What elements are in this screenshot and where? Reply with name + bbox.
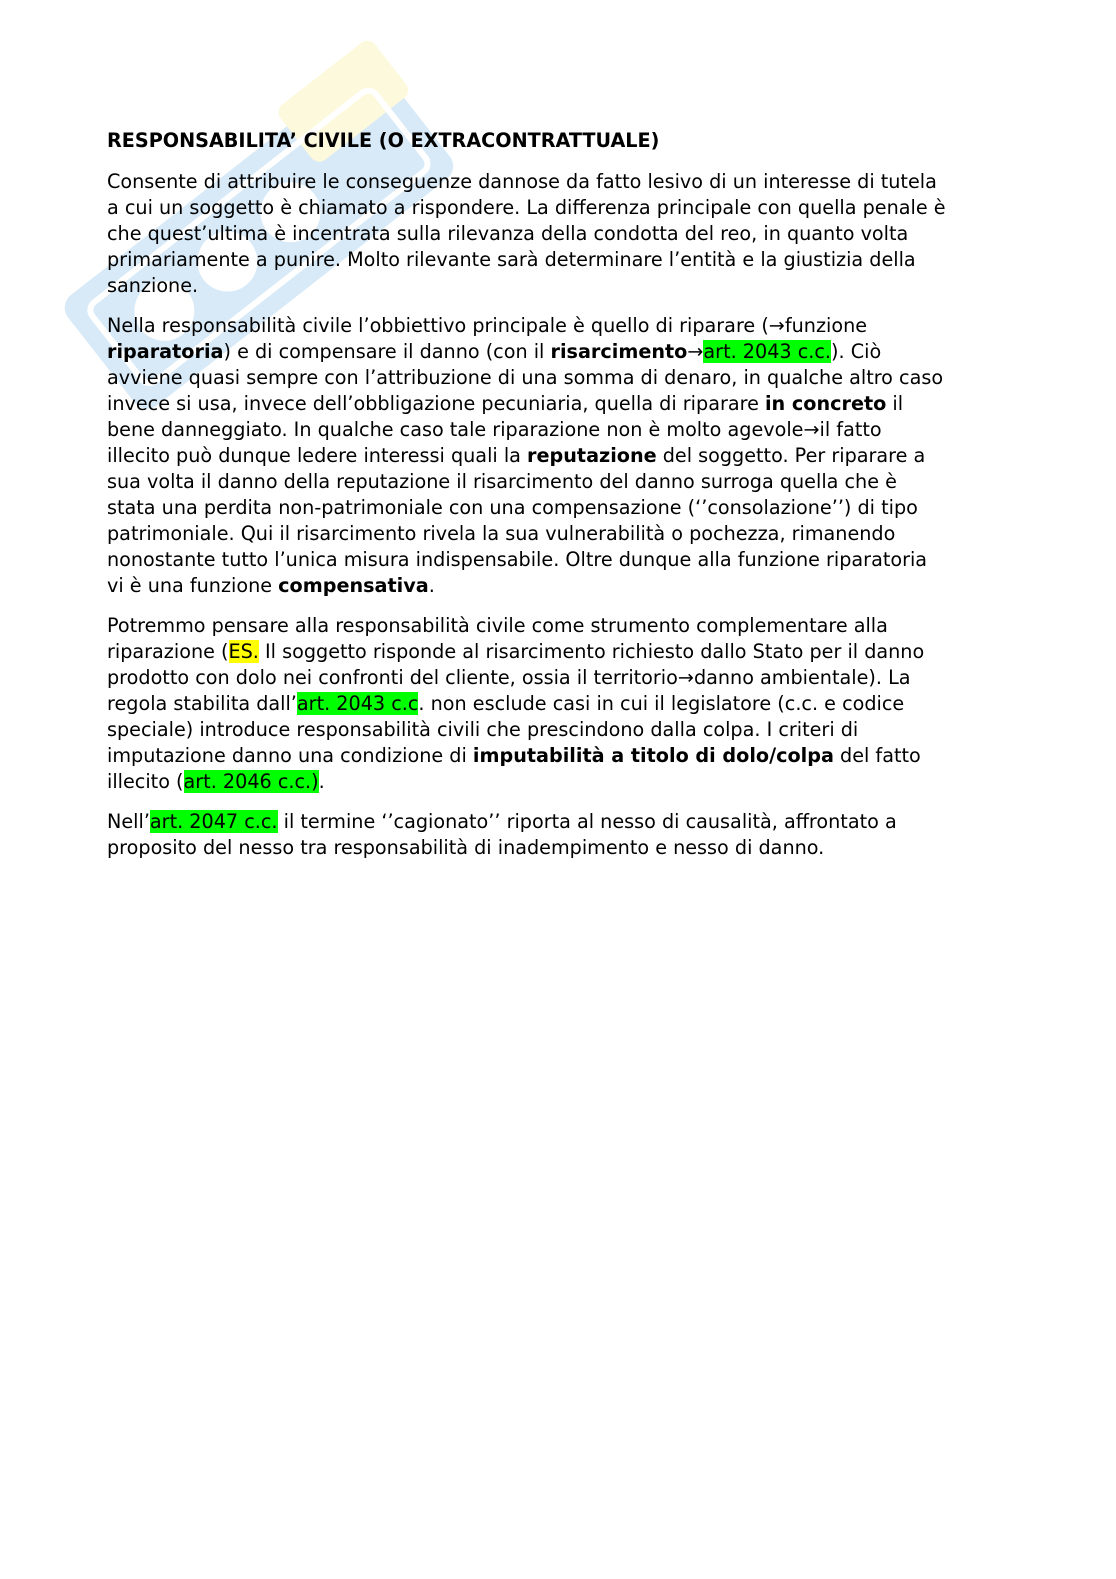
bold-term-imputabilita: imputabilità a titolo di dolo/colpa xyxy=(472,744,834,767)
bold-term-in-concreto: in concreto xyxy=(764,392,887,415)
paragraph-4 xyxy=(107,809,1012,861)
text-run: del soggetto. Per riparare a sua volta il danno della reputazione il risarcimento del danno surroga quella che è stata una perdita non-patrimoniale con una compensazione (‘’consolazione’’) di tipo patrimoniale. Qui il risarcimento rivela la sua vulnerabilità o pochezza, rimanendo nonostante tutto l’unica misura indispensabile. Oltre dunque alla funzione riparatoria vi è una funzione xyxy=(107,444,928,597)
text-run: Potremmo pensare alla responsabilità civile come strumento complementare alla riparazione ( xyxy=(107,614,888,663)
text-run: ) e di compensare il danno (con il xyxy=(223,340,551,363)
bold-term-compensativa: compensativa xyxy=(278,574,429,597)
paragraph-3 xyxy=(107,613,1012,795)
highlight-article-2047: art. 2047 c.c. xyxy=(149,810,278,833)
text-run: . xyxy=(318,770,325,793)
text-run: Consente di attribuire le conseguenze dannose da fatto lesivo di un interesse di tutela a cui un soggetto è chiamato a rispondere. La differenza principale con quella penale è che quest’ultima è incentrata sulla rilevanza della condotta del reo, in quanto volta primariamente a punire. Molto rilevante sarà determinare l’entità e la giustizia della sanzione. xyxy=(107,170,946,297)
highlight-article-2043: art. 2043 c.c. xyxy=(703,340,832,363)
highlight-article-2043: art. 2043 c.c xyxy=(296,692,419,715)
text-run: . non esclude casi in cui il legislatore (c.c. e codice speciale) introduce responsabilità civili che prescindono dalla colpa. I criteri di imputazione danno una condizione di xyxy=(107,692,905,767)
text-run: ). Ciò avviene quasi sempre con l’attribuzione di una somma di denaro, in qualche altro caso invece si usa, invece dell’obbligazione pecuniaria, quella di riparare xyxy=(107,340,944,415)
text-run: del fatto illecito ( xyxy=(107,744,921,793)
document-body xyxy=(107,128,1012,875)
highlight-article-2046: art. 2046 c.c.) xyxy=(183,770,319,793)
bold-term-risarcimento: risarcimento xyxy=(550,340,688,363)
arrow-glyph: → xyxy=(687,340,704,363)
text-run: il bene danneggiato. In qualche caso tale riparazione non è molto agevole→il fatto illecito può dunque ledere interessi quali la xyxy=(107,392,904,467)
text-run: . xyxy=(428,574,435,597)
paragraph-2 xyxy=(107,313,1012,599)
highlight-example: ES. xyxy=(228,640,259,663)
text-run: Nella responsabilità civile l’obbiettivo principale è quello di riparare (→funzione xyxy=(107,314,868,337)
bold-term-reputazione: reputazione xyxy=(527,444,657,467)
document-title: RESPONSABILITA’ CIVILE (O EXTRACONTRATTUALE) xyxy=(107,129,660,152)
text-run: Il soggetto risponde al risarcimento richiesto dallo Stato per il danno prodotto con dolo nei confronti del cliente, ossia il territorio→danno ambientale). La regola stabilita dall’ xyxy=(107,640,925,715)
bold-term-riparatoria: riparatoria xyxy=(107,340,224,363)
paragraph-1 xyxy=(107,169,1012,299)
text-run: il termine ‘’cagionato’’ riporta al nesso di causalità, affrontato a proposito del nesso tra responsabilità di inadempimento e nesso di danno. xyxy=(107,810,897,859)
text-run: Nell’ xyxy=(107,810,150,833)
